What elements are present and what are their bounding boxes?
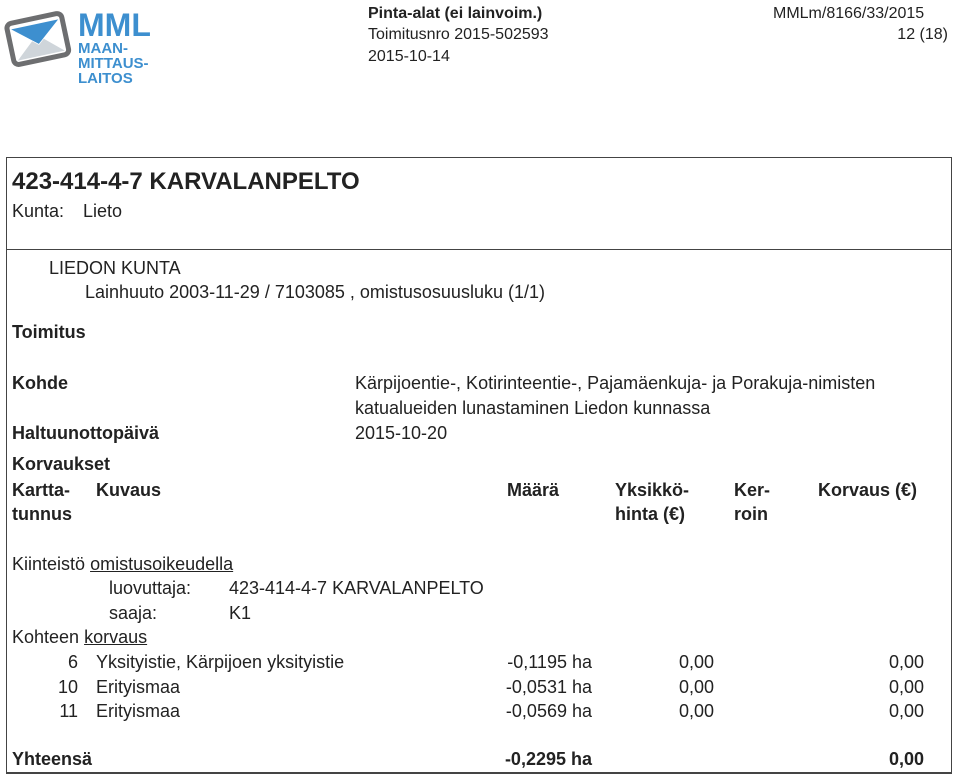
row-amount: -0,0531 ha <box>505 677 592 697</box>
row-map-id: 6 <box>67 652 78 672</box>
col-unit-price-line1: Yksikkö- <box>615 480 690 500</box>
row-total: 0,00 <box>888 701 924 721</box>
transferor: 423-414-4-7 KARVALANPELTO <box>229 578 484 598</box>
col-description: Kuvaus <box>96 480 162 500</box>
row-map-id: 10 <box>57 677 78 697</box>
logo-text-4: LAITOS <box>78 70 133 86</box>
sum-amount: -0,2295 ha <box>504 749 592 769</box>
col-multiplier-line2: roin <box>734 504 768 524</box>
document-date: 2015-10-14 <box>368 48 450 65</box>
group-label <box>12 554 233 575</box>
group-label-part1: Kiinteistö <box>12 554 86 574</box>
sum-total: 0,00 <box>888 749 924 769</box>
ownership-record: Lainhuuto 2003-11-29 / 7103085 , omistusosuusluku (1/1) <box>85 282 545 302</box>
row-total: 0,00 <box>888 652 924 672</box>
sum-label: Yhteensä <box>12 749 93 769</box>
possession-date: 2015-10-20 <box>355 423 448 443</box>
col-amount: Määrä <box>507 480 560 500</box>
logo-text-2: MAAN- <box>78 40 128 57</box>
row-map-id: 11 <box>59 701 78 721</box>
subject-compensation-part1: Kohteen <box>12 627 80 647</box>
document-title: Pinta-alat (ei lainvoim.) <box>368 5 543 22</box>
mml-logo <box>2 2 162 86</box>
page-number: 12 (18) <box>897 26 948 43</box>
transferor-label: luovuttaja: <box>109 578 192 598</box>
row-description: Erityismaa <box>96 677 181 697</box>
col-total: Korvaus (€) <box>817 480 917 500</box>
document-number: MMLm/8166/33/2015 <box>773 5 925 22</box>
receiver: K1 <box>229 603 252 623</box>
col-map-id-line2: tunnus <box>12 504 72 524</box>
property-title: 423-414-4-7 KARVALANPELTO <box>12 168 360 195</box>
municipality: Lieto <box>83 201 123 221</box>
row-description: Erityismaa <box>96 701 181 721</box>
logo-text-3: MITTAUS- <box>78 55 149 72</box>
row-total: 0,00 <box>888 677 924 697</box>
divider-1 <box>6 249 952 250</box>
row-unit-price: 0,00 <box>678 701 714 721</box>
divider-bottom <box>6 772 952 773</box>
subject-label: Kohde <box>12 373 68 393</box>
procedure-section-label: Toimitus <box>12 322 86 342</box>
mml-logo-icon <box>2 2 162 86</box>
compensation-section-label: Korvaukset <box>12 454 111 474</box>
row-unit-price: 0,00 <box>678 677 714 697</box>
row-amount: -0,1195 ha <box>507 652 592 672</box>
row-unit-price: 0,00 <box>678 652 714 672</box>
procedure-number: Toimitusnro 2015-502593 <box>368 26 549 43</box>
subject-compensation-label <box>12 627 147 648</box>
logo-text-1: MML <box>78 7 151 43</box>
subject-line-1: Kärpijoentie-, Kotirinteentie-, Pajamäenkuja- ja Porakuja-nimisten <box>355 373 876 393</box>
row-amount: -0,0569 ha <box>505 701 592 721</box>
row-description: Yksityistie, Kärpijoen yksityistie <box>96 652 345 672</box>
municipality-label: Kunta: <box>12 201 65 221</box>
col-map-id-line1: Kartta- <box>12 480 71 500</box>
receiver-label: saaja: <box>109 603 158 623</box>
group-label-part2: omistusoikeudella <box>90 554 234 574</box>
col-multiplier-line1: Ker- <box>734 480 771 500</box>
possession-label: Haltuunottopäivä <box>12 423 159 443</box>
col-unit-price-line2: hinta (€) <box>615 504 685 524</box>
subject-line-2: katualueiden lunastaminen Liedon kunnassa <box>355 398 711 418</box>
subject-compensation-part2: korvaus <box>84 627 148 647</box>
owner-name: LIEDON KUNTA <box>49 258 181 278</box>
